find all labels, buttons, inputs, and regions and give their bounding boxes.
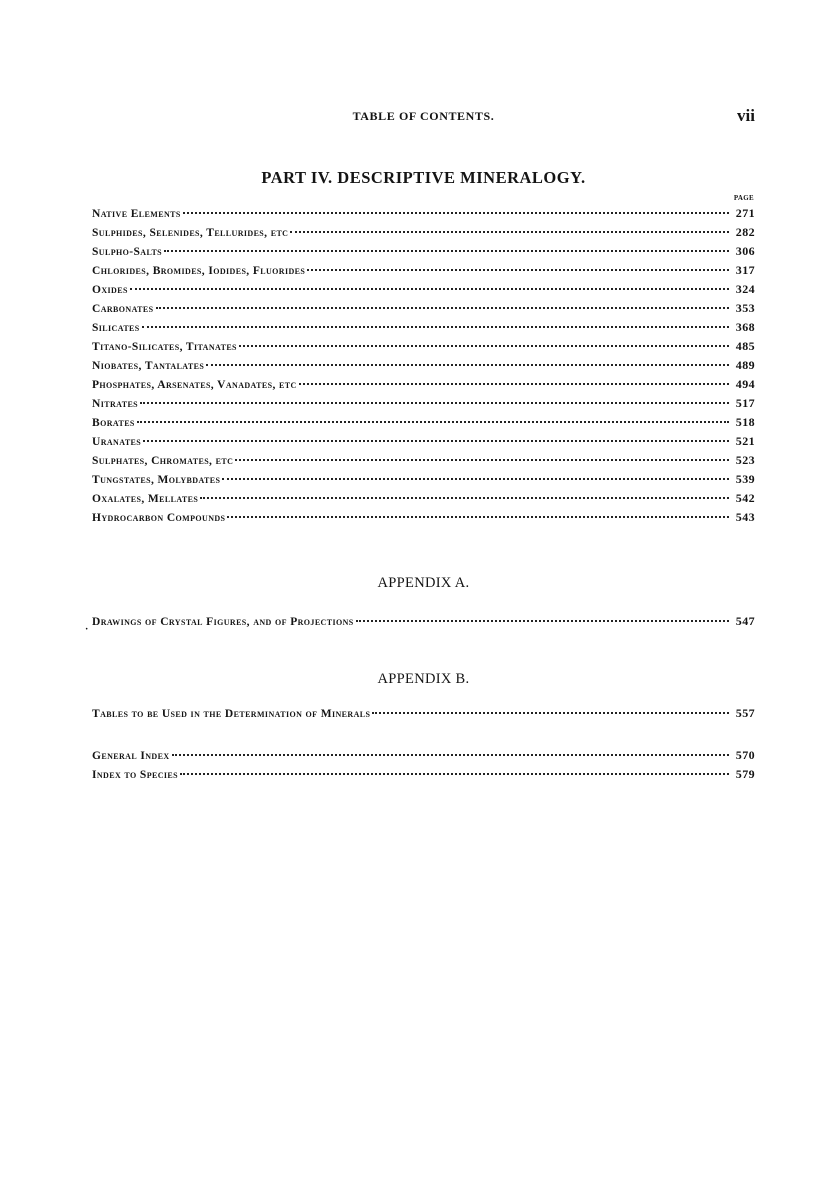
toc-entry-page: 523	[735, 453, 755, 467]
toc-entry-page: 579	[735, 767, 755, 781]
toc-entry	[92, 301, 755, 320]
toc-entry-title: Sulphides, Selenides, Tellurides, etc	[92, 227, 289, 239]
toc-entry	[92, 614, 755, 633]
dot-leader	[137, 421, 729, 423]
toc-entry-page: 494	[735, 377, 755, 391]
toc-entry-page: 518	[735, 415, 755, 429]
toc-entry-page: 543	[735, 510, 755, 524]
toc-entry-title: Oxides	[92, 284, 128, 296]
appendix-a-contents	[92, 614, 755, 633]
dot-leader	[307, 269, 729, 271]
toc-entry-page: 547	[735, 614, 755, 628]
toc-entry	[92, 453, 755, 472]
toc-entry-title: Nitrates	[92, 398, 139, 410]
toc-entry-page: 271	[735, 206, 755, 220]
toc-entry	[92, 510, 755, 529]
toc-entry-title: Sulphates, Chromates, etc	[92, 455, 234, 467]
dot-leader	[164, 250, 729, 252]
toc-entry-page: 517	[735, 396, 755, 410]
toc-entry	[92, 396, 755, 415]
dot-leader	[156, 307, 729, 309]
running-title: TABLE OF CONTENTS.	[352, 109, 495, 123]
toc-entry	[92, 472, 755, 491]
dot-leader	[239, 345, 729, 347]
toc-entry-title: Borates	[92, 417, 135, 429]
toc-entry-page: 489	[735, 358, 755, 372]
dot-leader	[206, 364, 729, 366]
toc-entry-title: Tables to be Used in the Determination of Minerals	[92, 708, 371, 720]
toc-entry	[92, 748, 755, 767]
page-number: vii	[737, 106, 755, 125]
toc-entry-title: Niobates, Tantalates	[92, 360, 205, 372]
dot-leader	[200, 497, 729, 499]
toc-entry	[92, 225, 755, 244]
toc-entry-title: Hydrocarbon Compounds	[92, 512, 226, 524]
page-column-label: PAGE	[733, 194, 754, 202]
toc-entry	[92, 434, 755, 453]
toc-entry-title: Chlorides, Bromides, Iodides, Fluorides	[92, 265, 306, 277]
toc-entry	[92, 244, 755, 263]
dot-leader	[172, 754, 729, 756]
toc-entry-title: Phosphates, Arsenates, Vanadates, etc	[92, 379, 297, 391]
toc-entry-page: 306	[735, 244, 755, 258]
toc-entry	[92, 706, 755, 725]
running-head	[92, 106, 755, 129]
toc-entry-title: Titano-Silicates, Titanates	[92, 341, 237, 353]
toc-entry	[92, 320, 755, 339]
toc-entry	[92, 767, 755, 786]
dot-leader	[143, 440, 729, 442]
toc-entry-page: 368	[735, 320, 755, 334]
toc-entry-title: Drawings of Crystal Figures, and of Projections	[92, 616, 354, 628]
dot-leader	[372, 712, 729, 714]
toc-entry-title: Tungstates, Molybdates	[92, 474, 221, 486]
dot-leader	[183, 212, 729, 214]
dot-leader	[142, 326, 729, 328]
dot-leader	[227, 516, 729, 518]
appendix-b-title: APPENDIX B.	[377, 671, 470, 687]
toc-entry-page: 353	[735, 301, 755, 315]
dot-leader	[140, 402, 729, 404]
dot-leader	[180, 773, 729, 775]
toc-entry-title: Oxalates, Mellates	[92, 493, 199, 505]
toc-entry	[92, 377, 755, 396]
toc-entry-title: Sulpho-Salts	[92, 246, 163, 258]
toc-entry-title: General Index	[92, 750, 170, 762]
toc-entry-title: Native Elements	[92, 208, 181, 220]
toc-entry	[92, 358, 755, 377]
toc-entry-page: 542	[735, 491, 755, 505]
part-iv-contents	[92, 206, 755, 529]
toc-entry-page: 521	[735, 434, 755, 448]
part-title: PART IV. DESCRIPTIVE MINERALOGY.	[261, 168, 586, 187]
toc-entry-page: 557	[735, 706, 755, 720]
appendix-a-title: APPENDIX A.	[377, 575, 470, 591]
toc-entry	[92, 491, 755, 510]
toc-entry-title: Carbonates	[92, 303, 154, 315]
toc-entry-title: Index to Species	[92, 769, 179, 781]
toc-entry	[92, 206, 755, 225]
dot-leader	[222, 478, 729, 480]
toc-entry-title: Silicates	[92, 322, 140, 334]
dot-leader	[356, 620, 729, 622]
toc-entry-page: 282	[735, 225, 755, 239]
toc-entry	[92, 415, 755, 434]
toc-entry	[92, 339, 755, 358]
stray-mark: ·	[85, 624, 89, 635]
dot-leader	[290, 231, 729, 233]
toc-entry-page: 485	[735, 339, 755, 353]
dot-leader	[299, 383, 729, 385]
toc-entry-page: 570	[735, 748, 755, 762]
appendix-b-contents	[92, 706, 755, 725]
toc-entry	[92, 263, 755, 282]
toc-entry-title: Uranates	[92, 436, 142, 448]
toc-entry-page: 324	[735, 282, 755, 296]
toc-entry-page: 317	[735, 263, 755, 277]
toc-entry-page: 539	[735, 472, 755, 486]
dot-leader	[235, 459, 729, 461]
index-contents	[92, 748, 755, 786]
dot-leader	[130, 288, 729, 290]
toc-entry	[92, 282, 755, 301]
